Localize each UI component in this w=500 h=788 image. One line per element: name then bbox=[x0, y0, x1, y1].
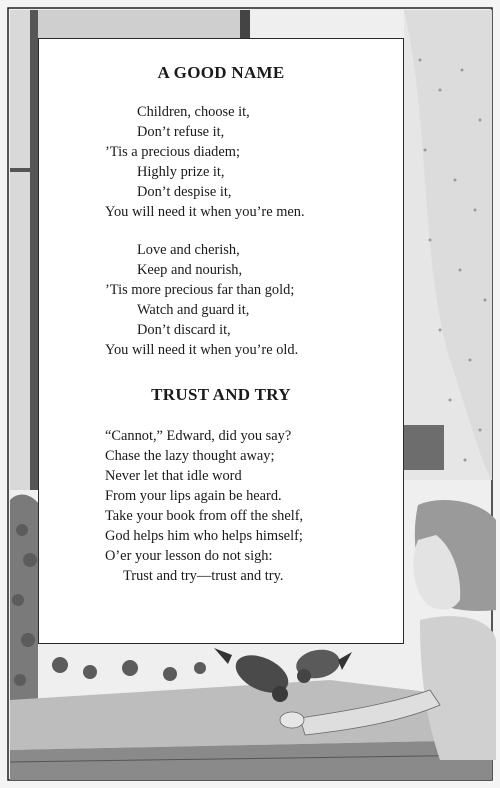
poem-line: Children, choose it, bbox=[137, 104, 250, 120]
poem-title-trust-and-try: TRUST AND TRY bbox=[151, 385, 291, 404]
poem-title-good-name: A GOOD NAME bbox=[157, 63, 285, 82]
poem-line: Keep and nourish, bbox=[137, 262, 243, 278]
poem-line: O’er your lesson do not sigh: bbox=[105, 548, 273, 564]
poem-line: ’Tis more precious far than gold; bbox=[105, 282, 295, 298]
poem-line: Trust and try—trust and try. bbox=[123, 568, 284, 584]
poem-line: Chase the lazy thought away; bbox=[105, 448, 275, 464]
window-frame-left-edge bbox=[30, 10, 38, 490]
poem-line: Don’t refuse it, bbox=[137, 124, 225, 140]
window-frame-top bbox=[38, 10, 248, 38]
poem-line: You will need it when you’re old. bbox=[105, 342, 299, 358]
poem-line: Take your book from off the shelf, bbox=[105, 508, 304, 524]
window-frame-top-mullion bbox=[240, 10, 250, 38]
poem-line: “Cannot,” Edward, did you say? bbox=[105, 428, 292, 444]
poem-line: Don’t despise it, bbox=[137, 184, 232, 200]
poem-line: Watch and guard it, bbox=[137, 302, 250, 318]
poem-line: Never let that idle word bbox=[105, 468, 242, 484]
poem-line: ’Tis a precious diadem; bbox=[105, 144, 240, 160]
text-panel bbox=[38, 38, 404, 644]
poem-line: Don’t discard it, bbox=[137, 322, 231, 338]
wall-shadow bbox=[404, 425, 444, 470]
poem-line: Love and cherish, bbox=[137, 242, 240, 258]
poem-line: From your lips again be heard. bbox=[105, 488, 282, 504]
poem-line: You will need it when you’re men. bbox=[105, 204, 305, 220]
poem-line: Highly prize it, bbox=[137, 164, 225, 180]
poem-line: God helps him who helps himself; bbox=[105, 528, 303, 544]
